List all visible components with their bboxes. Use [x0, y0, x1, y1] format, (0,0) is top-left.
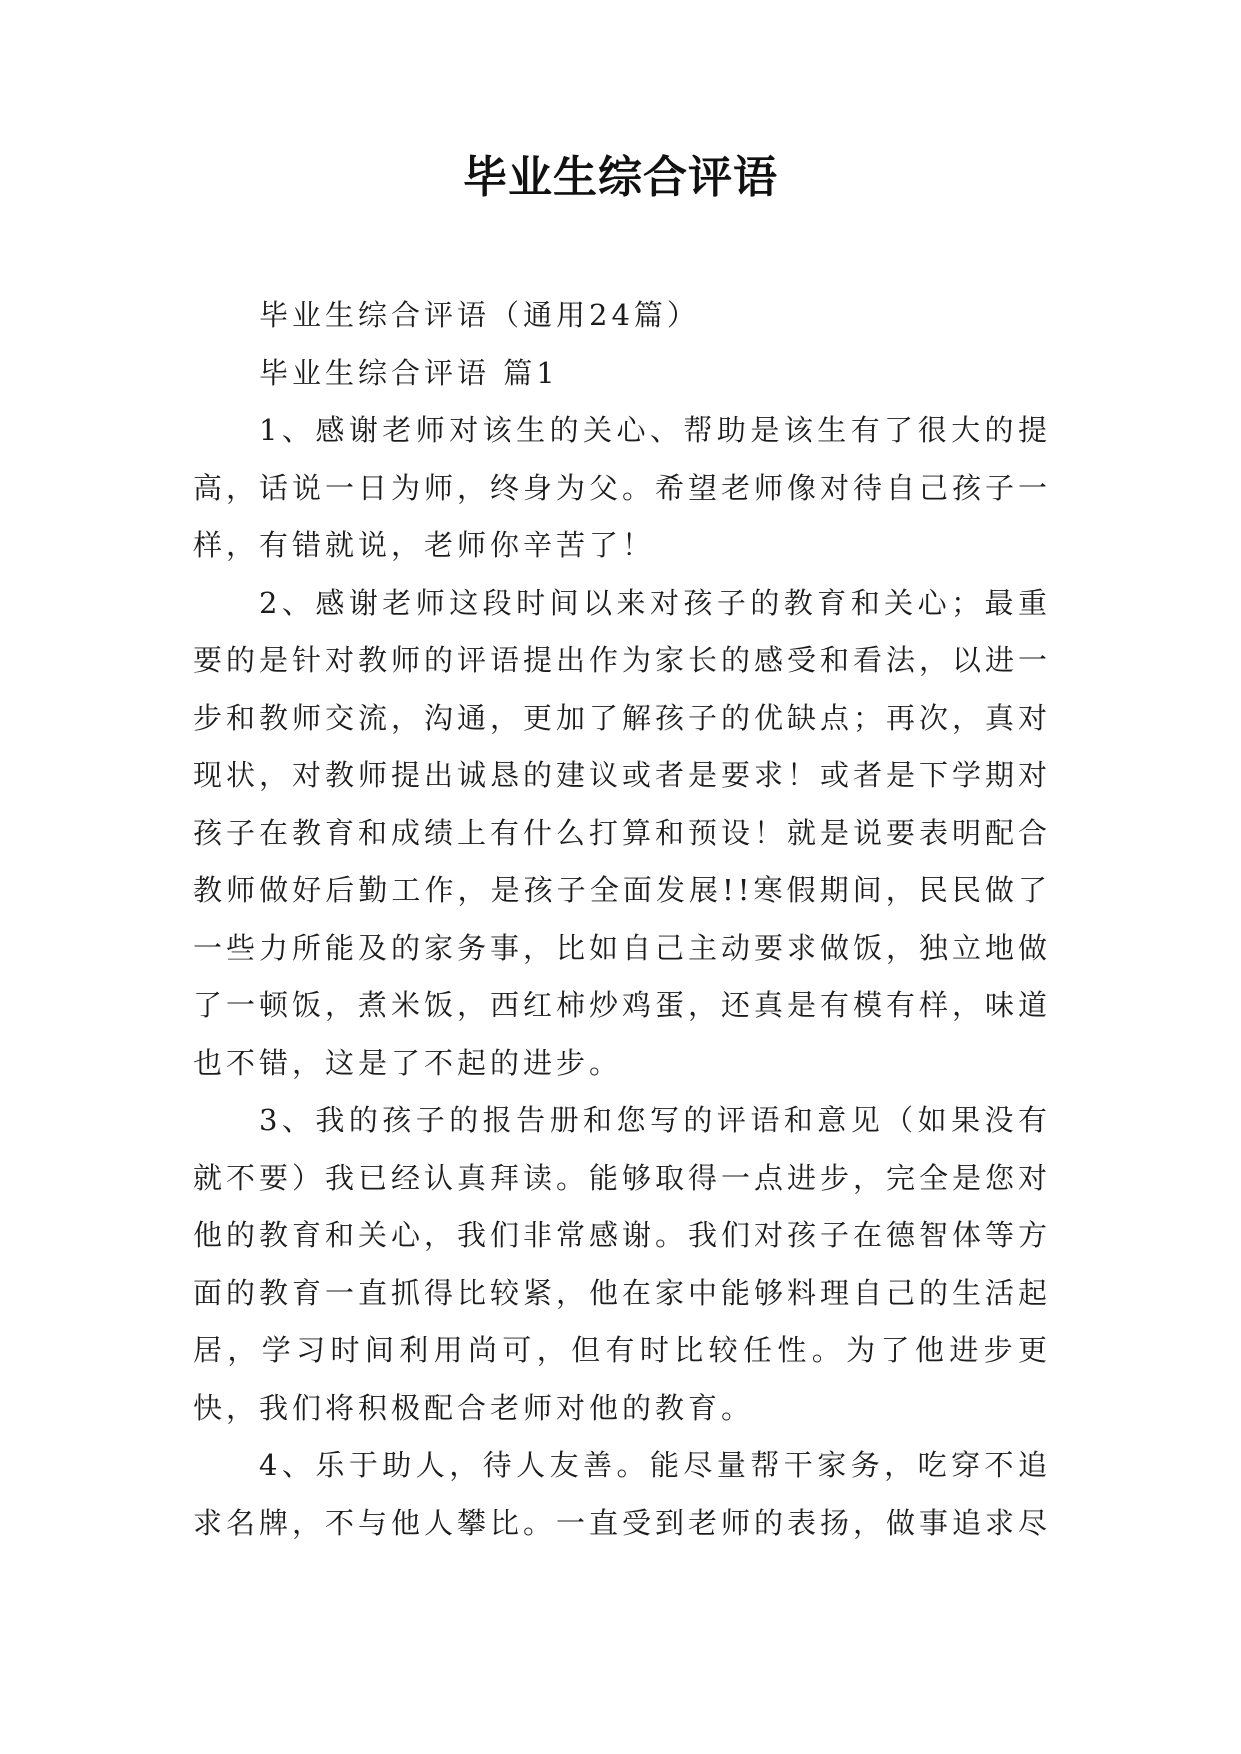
- document-title: 毕业生综合评语: [463, 152, 778, 203]
- document-body: [193, 287, 1051, 1552]
- document-subtitle: 毕业生综合评语（通用24篇）: [259, 298, 700, 332]
- paragraph-3: 3、我的孩子的报告册和您写的评语和意见（如果没有就不要）我已经认真拜读。能够取得一点进步，完全是您对他的教育和关心，我们非常感谢。我们对孩子在德智体等方面的教育一直抓得比较紧，他在家中能够料理自己的生活起居，学习时间利用尚可，但有时比较任性。为了他进步更快，我们将积极配合老师对他的教育。: [193, 1103, 1052, 1425]
- paragraph-1: 1、感谢老师对该生的关心、帮助是该生有了很大的提高，话说一日为师，终身为父。希望老师像对待自己孩子一样，有错就说，老师你辛苦了！: [193, 413, 1052, 562]
- section-heading: 毕业生综合评语 篇1: [259, 355, 559, 390]
- paragraph-4: 4、乐于助人，待人友善。能尽量帮干家务，吃穿不追求名牌，不与他人攀比。一直受到老师的表扬，做事追求尽: [193, 1448, 1052, 1540]
- paragraph-2: 2、感谢老师这段时间以来对孩子的教育和关心；最重要的是针对教师的评语提出作为家长的感受和看法，以进一步和教师交流，沟通，更加了解孩子的优缺点；再次，真对现状，对教师提出诚恳的建议或者是要求！或者是下学期对孩子在教育和成绩上有什么打算和预设！就是说要表明配合教师做好后勤工作，是孩子全面发展!!寒假期间，民民做了一些力所能及的家务事，比如自己主动要求做饭，独立地做了一顿饭，煮米饭，西红柿炒鸡蛋，还真是有模有样，味道也不错，这是了不起的进步。: [193, 585, 1052, 1080]
